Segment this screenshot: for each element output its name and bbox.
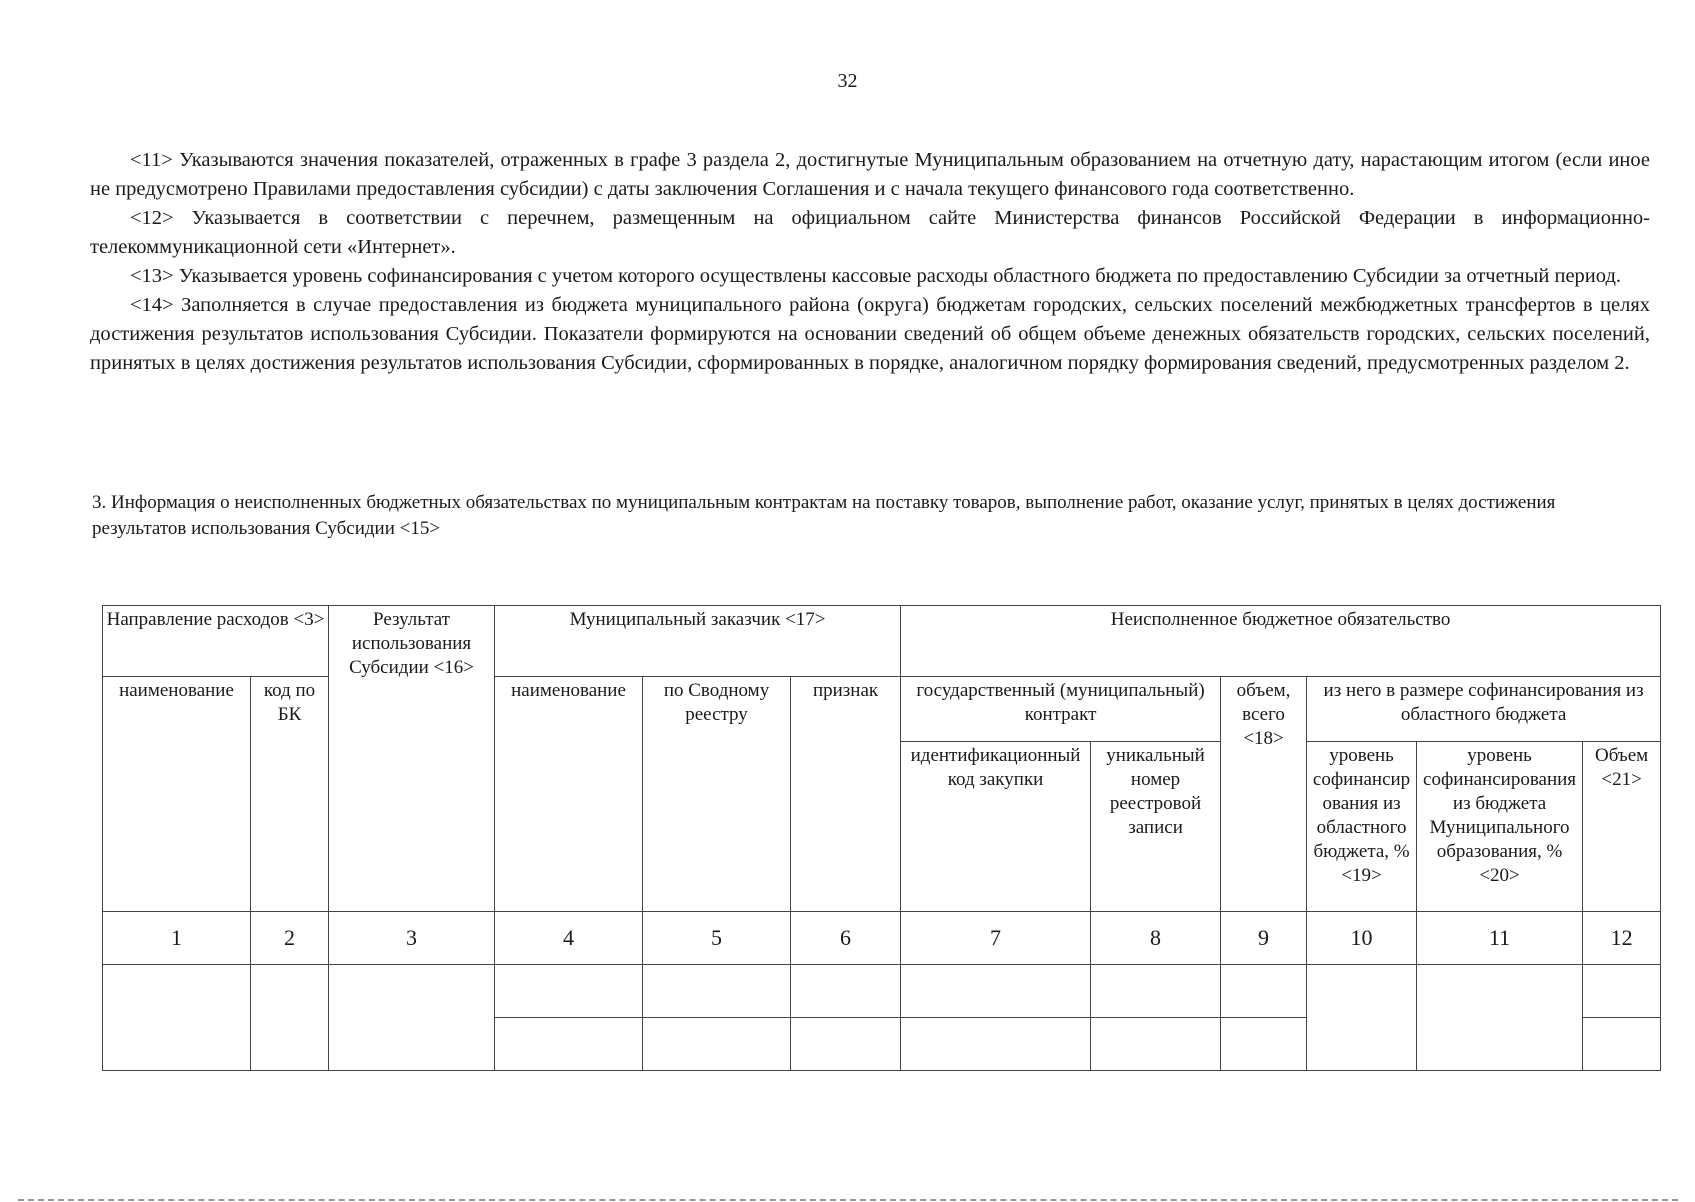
column-number: 6 [791, 912, 901, 965]
column-number: 11 [1417, 912, 1583, 965]
header-cofin: из него в размере софинансирования из областного бюджета [1307, 677, 1661, 742]
header-customer-name: наименование [495, 677, 643, 912]
column-number-row [103, 912, 1661, 965]
table-cell-empty[interactable] [791, 1018, 901, 1071]
header-contract: государственный (муниципальный) контракт [901, 677, 1221, 742]
header-obligation: Неисполненное бюджетное обязательство [901, 606, 1661, 677]
header-direction-code: код по БК [251, 677, 329, 912]
header-cofin-regional: уровень софинансирования из областного бюджета, % <19> [1307, 742, 1417, 912]
table-cell-empty[interactable] [495, 1018, 643, 1071]
footnote-14: <14> Заполняется в случае предоставления из бюджета муниципального района (округа) бюджетам городских, сельских поселений межбюджетных трансфертов в целях достижения результатов использования Субсидии. Показатели формируются на основании сведений об общем объеме денежных обязательств городских, сельских поселений, принятых в целях достижения результатов использования Субсидии, сформированных в порядке, аналогичном порядку формирования сведений, предусмотренных разделом 2. [90, 294, 1650, 374]
table-cell-empty[interactable] [901, 1018, 1091, 1071]
table-cell-empty[interactable] [1583, 1018, 1661, 1071]
table-cell-empty[interactable] [1307, 965, 1417, 1071]
table-cell-empty[interactable] [103, 965, 251, 1071]
obligations-table [102, 605, 1661, 1071]
footnote-13: <13> Указывается уровень софинансирования с учетом которого осуществлены кассовые расходы областного бюджета по предоставлению Субсидии за отчетный период. [130, 265, 1621, 287]
header-direction: Направление расходов <3> [103, 606, 329, 677]
page-number: 32 [837, 70, 858, 92]
header-row-1 [103, 606, 1661, 677]
column-number: 7 [901, 912, 1091, 965]
table-cell-empty[interactable] [329, 965, 495, 1071]
header-customer-registry: по Сводному реестру [643, 677, 791, 912]
footnote-12: <12> Указывается в соответствии с перечнем, размещенным на официальном сайте Министерства финансов Российской Федерации в информационно-телекоммуникационной сети «Интернет». [90, 207, 1650, 258]
column-number: 1 [103, 912, 251, 965]
header-result: Результат использования Субсидии <16> [329, 606, 495, 912]
column-number: 12 [1583, 912, 1661, 965]
footnote-11: <11> Указываются значения показателей, отраженных в графе 3 раздела 2, достигнутые Муниципальным образованием на отчетную дату, нарастающим итогом (если иное не предусмотрено Правилами предоставления субсидии) с даты заключения Соглашения и с начала текущего финансового года соответственно. [90, 149, 1650, 200]
section-title: 3. Информация о неисполненных бюджетных обязательствах по муниципальным контрактам на поставку товаров, выполнение работ, оказание услуг, принятых в целях достижения результатов использования Субсидии <15> [92, 492, 1556, 539]
table-cell-empty[interactable] [643, 1018, 791, 1071]
table-cell-empty[interactable] [1091, 965, 1221, 1018]
table-cell-empty[interactable] [901, 965, 1091, 1018]
table-cell-empty[interactable] [495, 965, 643, 1018]
table-cell-empty[interactable] [1417, 965, 1583, 1071]
table-cell-empty[interactable] [1221, 1018, 1307, 1071]
column-number: 3 [329, 912, 495, 965]
column-number: 5 [643, 912, 791, 965]
table-cell-empty[interactable] [1583, 965, 1661, 1018]
footnotes [90, 146, 1650, 378]
table-cell-empty[interactable] [1221, 965, 1307, 1018]
table-row [103, 965, 1661, 1018]
column-number: 8 [1091, 912, 1221, 965]
header-contract-id: идентификационный код закупки [901, 742, 1091, 912]
column-number: 9 [1221, 912, 1307, 965]
obligations-table-container [102, 605, 1660, 1071]
header-customer-attr: признак [791, 677, 901, 912]
header-customer: Муниципальный заказчик <17> [495, 606, 901, 677]
header-cofin-volume: Объем <21> [1583, 742, 1661, 912]
column-number: 4 [495, 912, 643, 965]
table-cell-empty[interactable] [643, 965, 791, 1018]
header-volume-total: объем, всего <18> [1221, 677, 1307, 912]
column-number: 2 [251, 912, 329, 965]
table-cell-empty[interactable] [1091, 1018, 1221, 1071]
header-contract-reg: уникальный номер реестровой записи [1091, 742, 1221, 912]
header-direction-name: наименование [103, 677, 251, 912]
header-cofin-municipal: уровень софинансирования из бюджета Муниципального образования, % <20> [1417, 742, 1583, 912]
column-number: 10 [1307, 912, 1417, 965]
table-cell-empty[interactable] [251, 965, 329, 1071]
table-cell-empty[interactable] [791, 965, 901, 1018]
